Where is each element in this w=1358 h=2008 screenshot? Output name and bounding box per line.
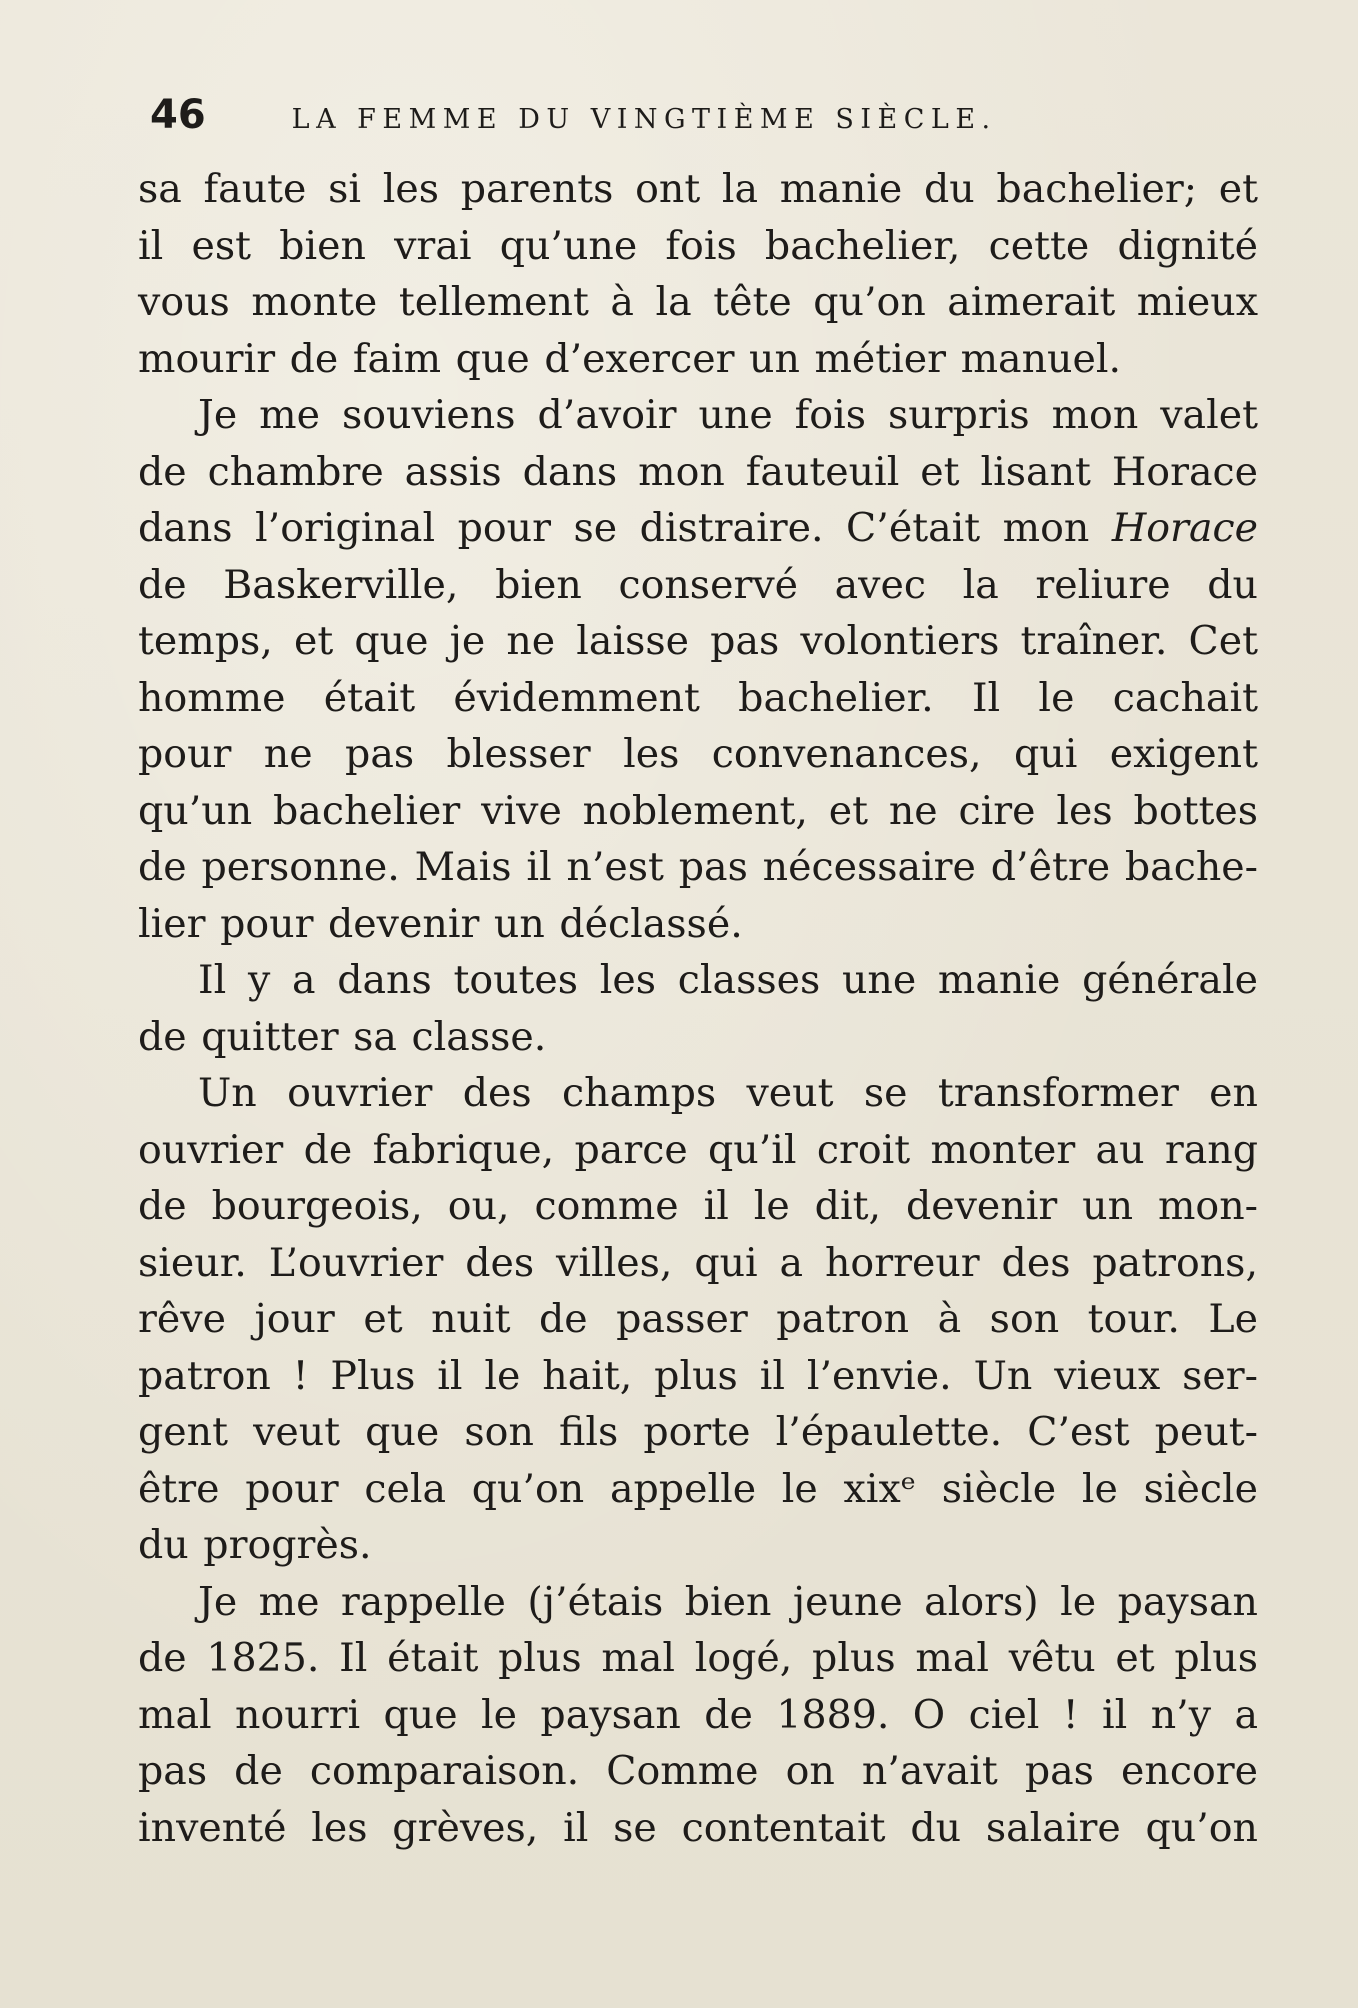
text-line: de bourgeois, ou, comme il le dit, devenir un mon- — [138, 1183, 1258, 1229]
text-line: de personne. Mais il n’est pas nécessaire d’être bache- — [138, 844, 1258, 890]
text-line: de quitter sa classe. — [138, 1013, 547, 1060]
text-line: pas de comparaison. Comme on n’avait pas encore — [138, 1748, 1258, 1794]
text-line: qu’un bachelier vive noblement, et ne cire les bottes — [138, 787, 1258, 834]
text-line: vous monte tellement à la tête qu’on aimerait mieux — [138, 279, 1258, 325]
text-line: homme était évidemment bachelier. Il le cachait — [138, 674, 1258, 721]
text-line: il est bien vrai qu’une fois bachelier, cette dignité — [138, 222, 1258, 269]
body-text — [138, 161, 1258, 1856]
text-line: Il y a dans toutes les classes une manie générale — [198, 957, 1258, 1003]
text-line: mourir de faim que d’exercer un métier manuel. — [138, 335, 1122, 382]
text-line: Je me souviens d’avoir une fois surpris mon valet — [198, 392, 1258, 438]
italic-title: Horace — [1111, 505, 1258, 551]
text-line: Un ouvrier des champs veut se transformer en — [198, 1070, 1258, 1116]
text-line: gent veut que son fils porte l’épaulette. C’est peut- — [138, 1409, 1258, 1455]
text-line: de chambre assis dans mon fauteuil et lisant Horace — [138, 448, 1258, 495]
text-line-with-italic — [138, 500, 1258, 557]
text-line: inventé les grèves, il se contentait du salaire qu’on — [138, 1804, 1258, 1851]
text-line: ouvrier de fabrique, parce qu’il croit monter au rang — [138, 1126, 1258, 1173]
text-segment: dans l’original pour se distraire. C’était mon — [138, 505, 1090, 551]
text-line: lier pour devenir un déclassé. — [138, 900, 743, 947]
running-title: LA FEMME DU VINGTIÈME SIÈCLE. — [291, 104, 997, 135]
text-line: temps, et que je ne laisse pas volontiers traîner. Cet — [138, 618, 1258, 664]
text-line: être pour cela qu’on appelle le xixᵉ siècle le siècle — [138, 1465, 1258, 1512]
running-header — [150, 92, 1150, 152]
text-line: mal nourri que le paysan de 1889. O ciel ! il n’y a — [138, 1691, 1258, 1738]
text-line: de 1825. Il était plus mal logé, plus mal vêtu et plus — [138, 1635, 1258, 1681]
text-line: rêve jour et nuit de passer patron à son tour. Le — [138, 1296, 1258, 1342]
text-line: Je me rappelle (j’étais bien jeune alors) le paysan — [198, 1578, 1258, 1625]
text-line: de Baskerville, bien conservé avec la reliure du — [138, 561, 1258, 608]
text-line: du progrès. — [138, 1522, 372, 1568]
text-line: patron ! Plus il le hait, plus il l’envie. Un vieux ser- — [138, 1352, 1258, 1399]
text-line: sieur. L’ouvrier des villes, qui a horreur des patrons, — [138, 1239, 1258, 1286]
page-number: 46 — [150, 92, 206, 138]
text-line: sa faute si les parents ont la manie du bachelier; et — [138, 166, 1258, 212]
text-line: pour ne pas blesser les convenances, qui exigent — [138, 731, 1258, 777]
